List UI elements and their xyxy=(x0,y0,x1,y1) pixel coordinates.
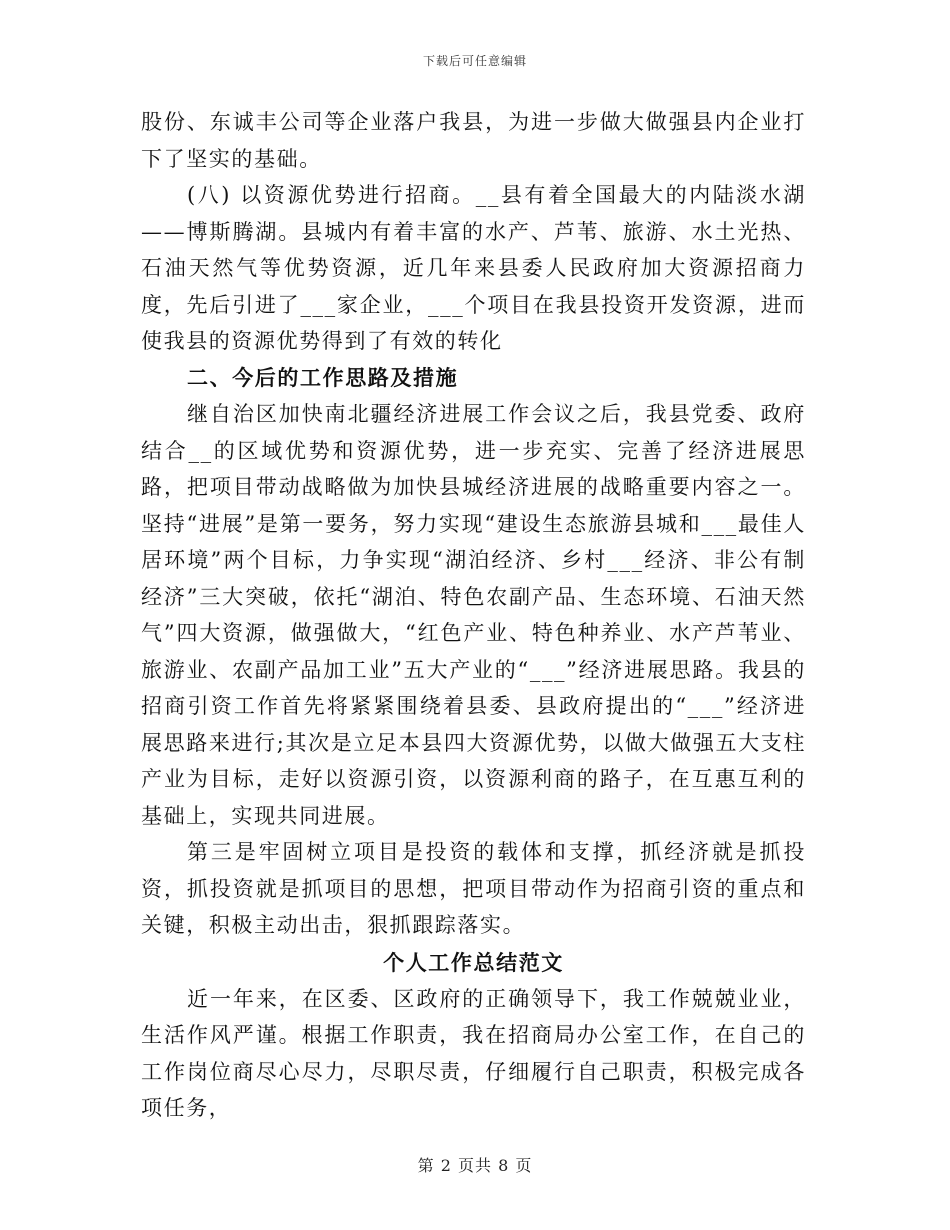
paragraph-resource-advantage: (八) 以资源优势进行招商。__县有着全国最大的内陆淡水湖——博斯腾湖。县城内有着丰富的水产、芦苇、旅游、水土光热、石油天然气等优势资源，近几年来县委人民政府加大资源招商力度，先后引进了___家企业，___个项目在我县投资开发资源，进而使我县的资源优势得到了有效的转化 xyxy=(141,183,806,353)
document-title: 个人工作总结范文 xyxy=(383,949,564,975)
page-header: 下载后可任意编辑 xyxy=(422,54,527,68)
paragraph-development-strategy: 继自治区加快南北疆经济进展工作会议之后，我县党委、政府结合__的区域优势和资源优势，进一步充实、完善了经济进展思路，把项目带动战略做为加快县城经济进展的战略重要内容之一。坚持“进展”是第一要务，努力实现“建设生态旅游县城和___最佳人居环境”两个目标，力争实现“湖泊经济、乡村___经济、非公有制经济”三大突破，依托“湖泊、特色农副产品、生态环境、石油天然气”四大资源，做强做大，“红色产业、特色种养业、水产芦苇业、旅游业、农副产品加工业”五大产业的“___”经济进展思路。我县的招商引资工作首先将紧紧围绕着县委、县政府提出的“___”经济进展思路来进行;其次是立足本县四大资源优势，以做大做强五大支柱产业为目标，走好以资源引资，以资源利商的路子，在互惠互利的基础上，实现共同进展。 xyxy=(141,402,806,828)
paragraph-continuation: 股份、东诚丰公司等企业落户我县，为进一步做大做强县内企业打下了坚实的基础。 xyxy=(141,110,806,171)
page-footer: 第 2 页共 8 页 xyxy=(417,1156,533,1175)
paragraph-project-focus: 第三是牢固树立项目是投资的载体和支撑，抓经济就是抓投资，抓投资就是抓项目的思想，把项目带动作为招商引资的重点和关键，积极主动出击，狠抓跟踪落实。 xyxy=(141,840,806,937)
document-body xyxy=(141,104,806,1127)
paragraph-summary-intro: 近一年来，在区委、区政府的正确领导下，我工作兢兢业业，生活作风严谨。根据工作职责，我在招商局办公室工作，在自己的工作岗位商尽心尽力，尽职尽责，仔细履行自己职责，积极完成各项任务， xyxy=(141,986,806,1120)
section-heading: 二、今后的工作思路及措施 xyxy=(187,364,459,390)
